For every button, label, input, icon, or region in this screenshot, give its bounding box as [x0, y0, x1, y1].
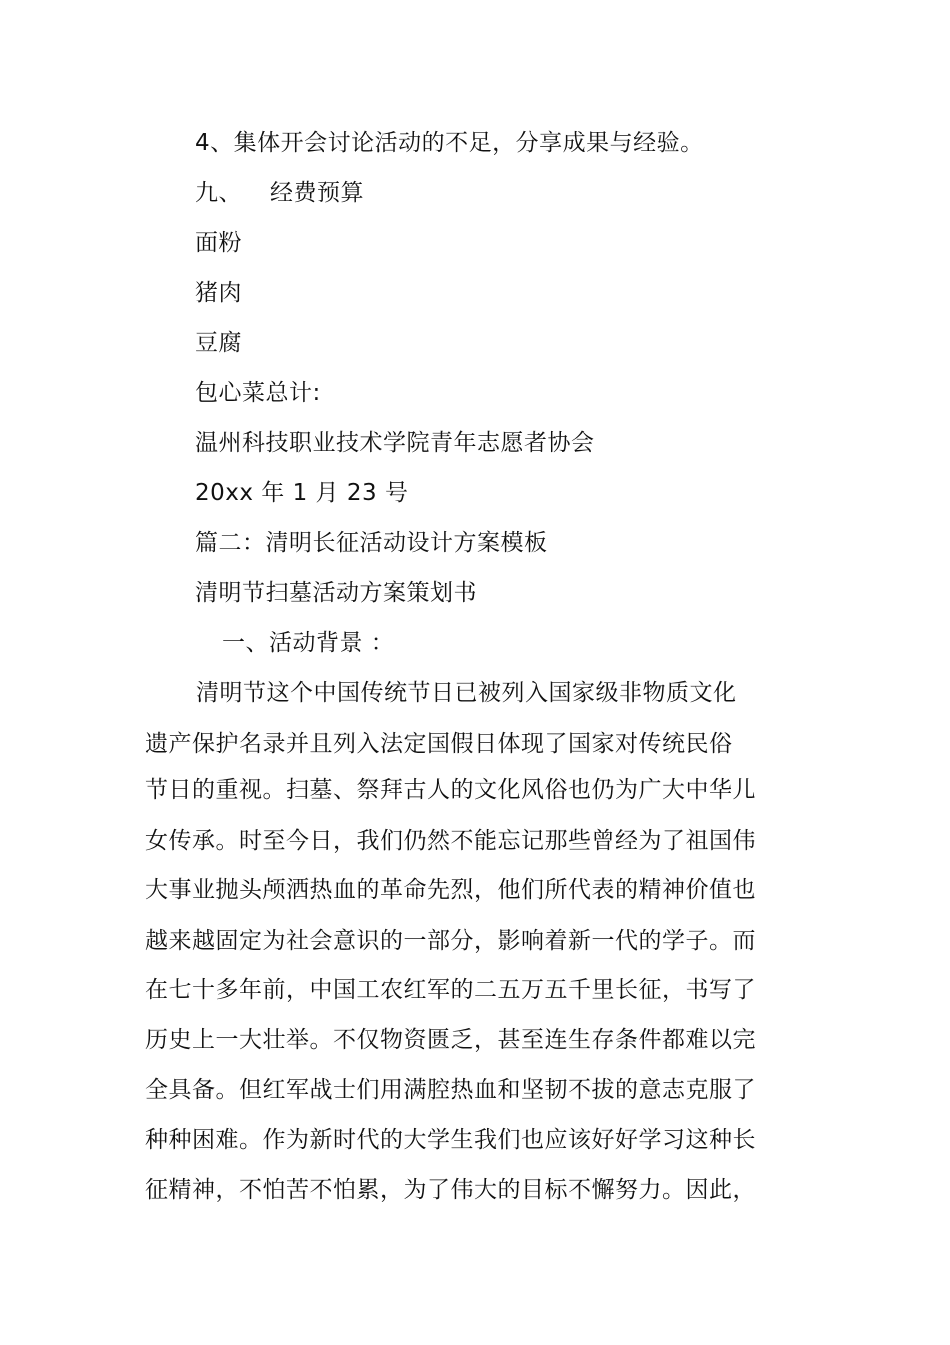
- list-item-4: 4、集体开会讨论活动的不足，分享成果与经验。: [195, 130, 704, 156]
- paragraph-line: 清明节这个中国传统节日已被列入国家级非物质文化: [196, 680, 737, 706]
- section-title: 经费预算: [270, 180, 364, 206]
- paragraph-line: 全具备。但红军战士们用满腔热血和坚韧不拔的意志克服了: [145, 1077, 756, 1103]
- subsection-heading: 一、活动背景 ：: [222, 630, 395, 656]
- chapter-title: 篇二：清明长征活动设计方案模板: [195, 530, 548, 556]
- paragraph-line: 越来越固定为社会意识的一部分，影响着新一代的学子。而: [145, 928, 756, 954]
- paragraph-line: 征精神，不怕苦不怕累，为了伟大的目标不懈努力。因此，: [145, 1177, 756, 1203]
- paragraph-line: 遗产保护名录并且列入法定国假日体现了国家对传统民俗: [145, 731, 733, 757]
- budget-total: 包心菜总计:: [195, 380, 321, 406]
- paragraph-line: 种种困难。作为新时代的大学生我们也应该好好学习这种长: [145, 1127, 756, 1153]
- document-date: 20xx 年 1 月 23 号: [195, 480, 409, 506]
- paragraph-line: 大事业抛头颅洒热血的革命先烈，他们所代表的精神价值也: [145, 877, 756, 903]
- paragraph-line: 节日的重视。扫墓、祭拜古人的文化风俗也仍为广大中华儿: [145, 777, 756, 803]
- paragraph-line: 女传承。时至今日，我们仍然不能忘记那些曾经为了祖国伟: [145, 828, 756, 854]
- budget-item-flour: 面粉: [195, 230, 242, 256]
- section-heading-9: [195, 178, 364, 208]
- budget-item-pork: 猪肉: [195, 280, 242, 306]
- paragraph-line: 在七十多年前，中国工农红军的二五万五千里长征，书写了: [145, 977, 756, 1003]
- budget-item-tofu: 豆腐: [195, 330, 242, 356]
- paragraph-line: 历史上一大壮举。不仅物资匮乏，甚至连生存条件都难以完: [145, 1027, 756, 1053]
- document-subtitle: 清明节扫墓活动方案策划书: [195, 580, 477, 606]
- section-number: 九、: [195, 180, 242, 206]
- organization-name: 温州科技职业技术学院青年志愿者协会: [195, 430, 595, 456]
